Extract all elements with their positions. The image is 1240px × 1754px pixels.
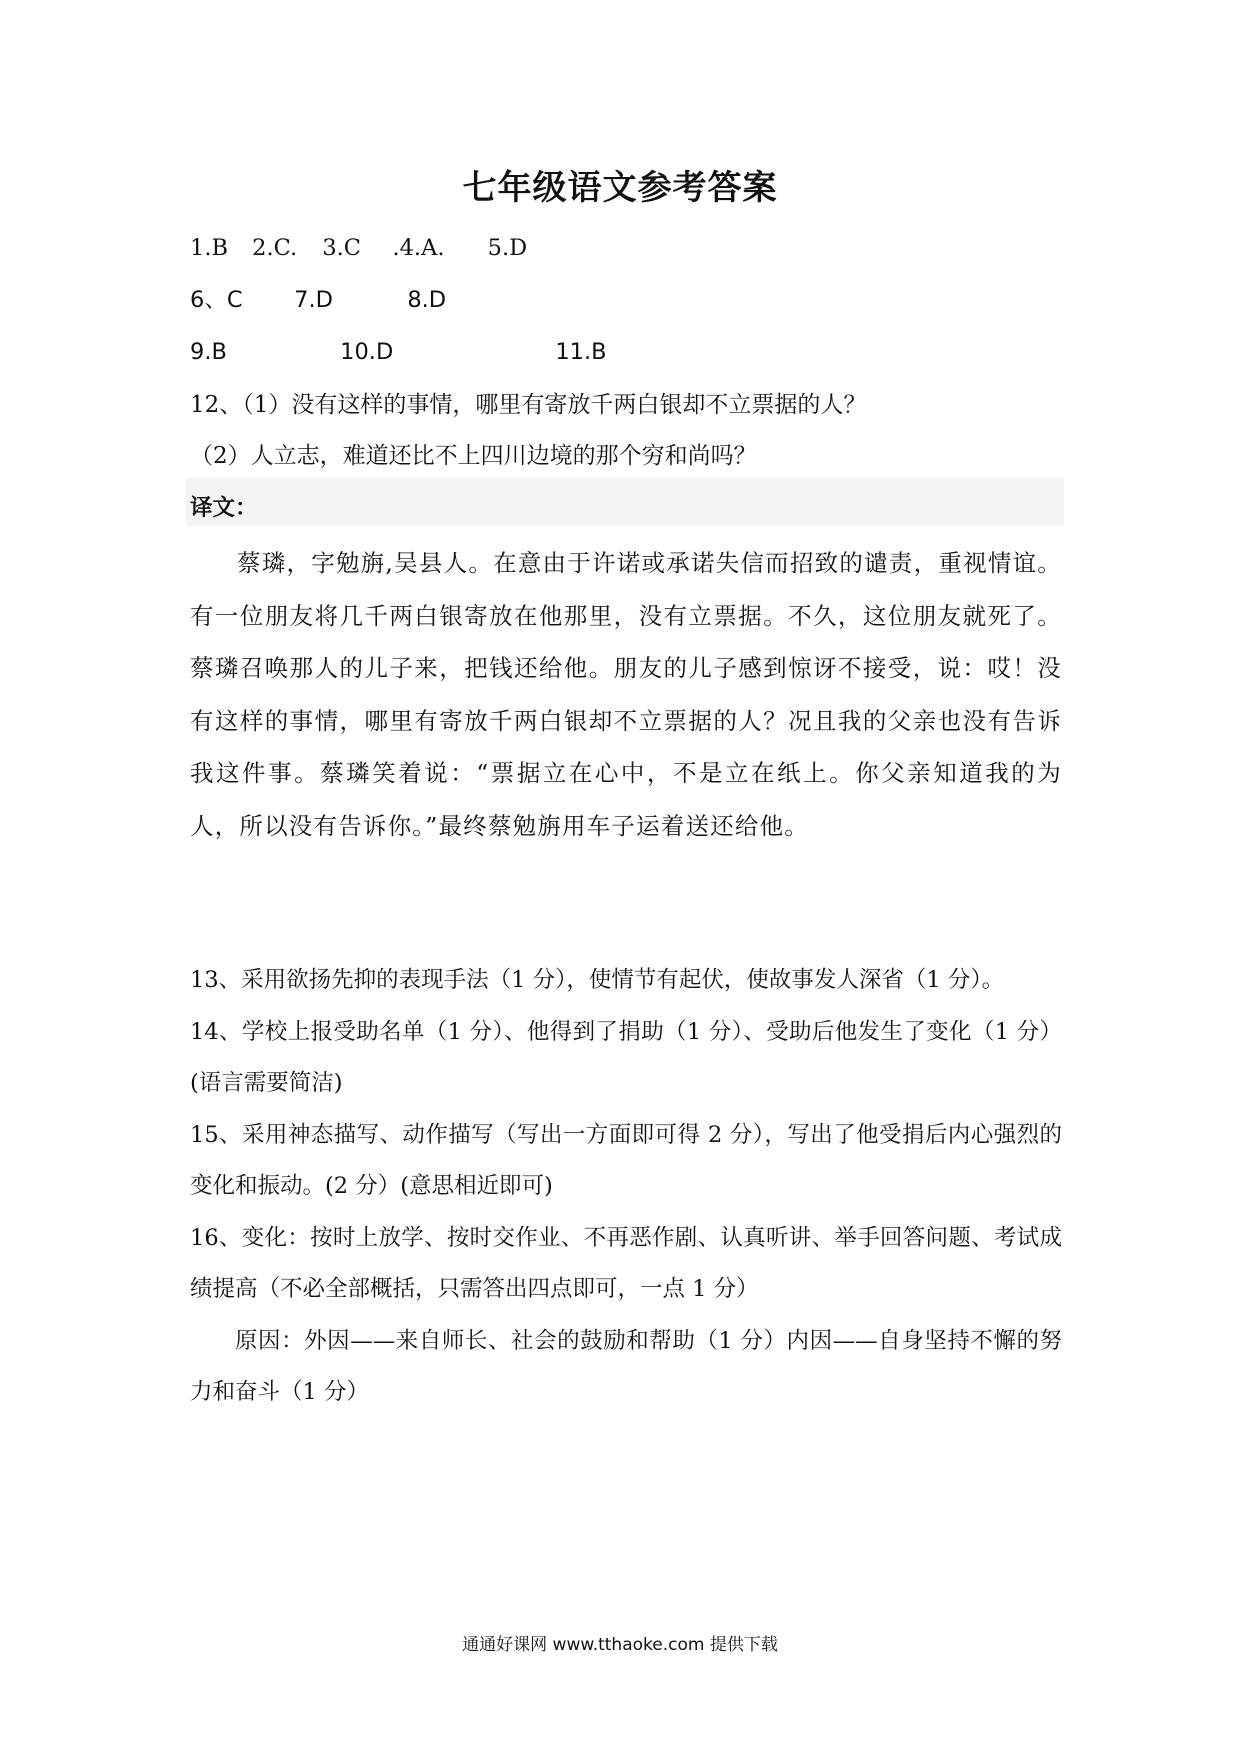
translation-body: 蔡璘，字勉旃,吴县人。在意由于许诺或承诺失信而招致的谴责，重视情谊。有一位朋友将几千两白银寄放在他那里，没有立票据。不久，这位朋友就死了。蔡璘召唤那人的儿子来，把钱还给他。朋友的儿子感到惊讶不接受，说：哎！没有这样的事情，哪里有寄放千两白银却不立票据的人？况且我的父亲也没有告诉我这件事。蔡璘笑着说：“票据立在心中，不是立在纸上。你父亲知道我的为人，所以没有告诉你。”最终蔡勉旃用车子运着送还给他。 [190, 549, 1062, 840]
mc-row-1 [190, 230, 1060, 266]
page-title: 七年级语文参考答案 [462, 168, 778, 208]
answer-16-change: 16、变化：按时上放学、按时交作业、不再恶作剧、认真听讲、举手回答问题、考试成绩提高（不必全部概括，只需答出四点即可，一点 1 分） [190, 1224, 1062, 1302]
answer-15: 15、采用神态描写、动作描写（写出一方面即可得 2 分），写出了他受捐后内心强烈的变化和振动。(2 分）(意思相近即可) [190, 1121, 1062, 1199]
mc-answer: 10.D [340, 339, 394, 365]
answer-13: 13、采用欲扬先抑的表现手法（1 分），使情节有起伏，使故事发人深省（1 分）。 [190, 967, 1005, 993]
footer: 通通好课网 www.tthaoke.com 提供下载 [462, 1635, 778, 1655]
mc-answer: 11.B [555, 339, 607, 365]
answers-section [190, 955, 1062, 1419]
mc-answer: 3.C [322, 235, 361, 261]
q12-part2: （2）人立志，难道还比不上四川边境的那个穷和尚吗？ [190, 443, 757, 469]
q12-part1: 12、（1）没有这样的事情，哪里有寄放千两白银却不立票据的人？ [190, 392, 867, 418]
mc-answer: 7.D [294, 287, 333, 313]
answer-16-reason: 原因：外因——来自师长、社会的鼓励和帮助（1 分）内因——自身坚持不懈的努力和奋斗（1 分） [190, 1327, 1062, 1405]
mc-answer: 5.D [487, 235, 528, 261]
mc-answer: .4.A. [392, 235, 445, 261]
translation-label: 译文： [190, 495, 258, 521]
mc-answer: 9.B [190, 339, 227, 365]
mc-answer: 1.B [190, 235, 229, 261]
mc-row-2 [190, 282, 1060, 318]
mc-row-3 [190, 334, 1060, 370]
mc-answer: 6、C [190, 287, 243, 313]
answer-14: 14、学校上报受助名单（1 分）、他得到了捐助（1 分）、受助后他发生了变化（1 分）(语言需要简洁) [190, 1018, 1062, 1096]
mc-answer: 2.C. [252, 235, 298, 261]
mc-answer: 8.D [407, 287, 447, 313]
